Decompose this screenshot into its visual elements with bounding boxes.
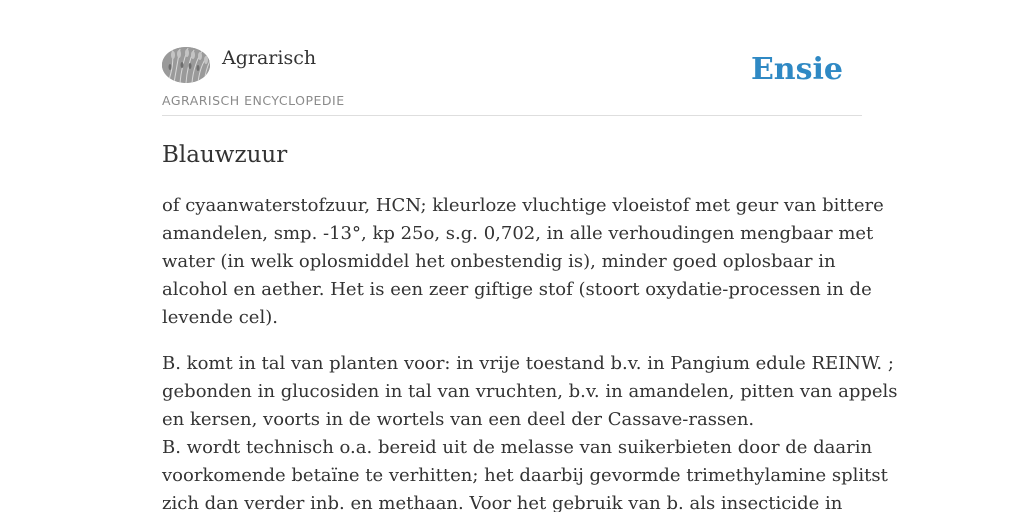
text-line: amandelen, smp. -13°, kp 25o, s.g. 0,702, in alle verhoudingen mengbaar met [162, 223, 874, 244]
text-line: voorkomende betaïne te verhitten; het daarbij gevormde trimethylamine splitst [162, 465, 888, 486]
text-line: zich dan verder inb. en methaan. Voor het gebruik van b. als insecticide in [162, 493, 843, 512]
text-line: alcohol en aether. Het is een zeer giftige stof (stoort oxydatie-processen in de [162, 279, 872, 300]
text-line: gebonden in glucosiden in tal van vruchten, b.v. in amandelen, pitten van appels [162, 381, 898, 402]
text-line: of cyaanwaterstofzuur, HCN; kleurloze vluchtige vloeistof met geur van bittere [162, 195, 884, 216]
text-line: B. wordt technisch o.a. bereid uit de melasse van suikerbieten door de daarin [162, 437, 873, 458]
text-line: B. komt in tal van planten voor: in vrije toestand b.v. in Pangium edule REINW. ; [162, 353, 894, 374]
text-line: levende cel). [162, 307, 278, 328]
source-subtitle: AGRARISCH ENCYCLOPEDIE [162, 93, 345, 108]
header [162, 46, 862, 116]
article-body [162, 192, 898, 512]
brand-logo-link[interactable]: Ensie [750, 52, 843, 87]
source-name[interactable]: Agrarisch [222, 47, 317, 69]
text-line: water (in welk oplosmiddel het onbestendig is), minder goed oplosbaar in [162, 251, 836, 272]
paragraph-2 [162, 350, 898, 512]
paragraph-1 [162, 192, 884, 332]
text-line: en kersen, voorts in de wortels van een deel der Cassave-rassen. [162, 409, 755, 430]
article-title: Blauwzuur [162, 142, 288, 168]
wheat-ears-icon[interactable] [162, 47, 210, 83]
header-divider [162, 115, 862, 116]
